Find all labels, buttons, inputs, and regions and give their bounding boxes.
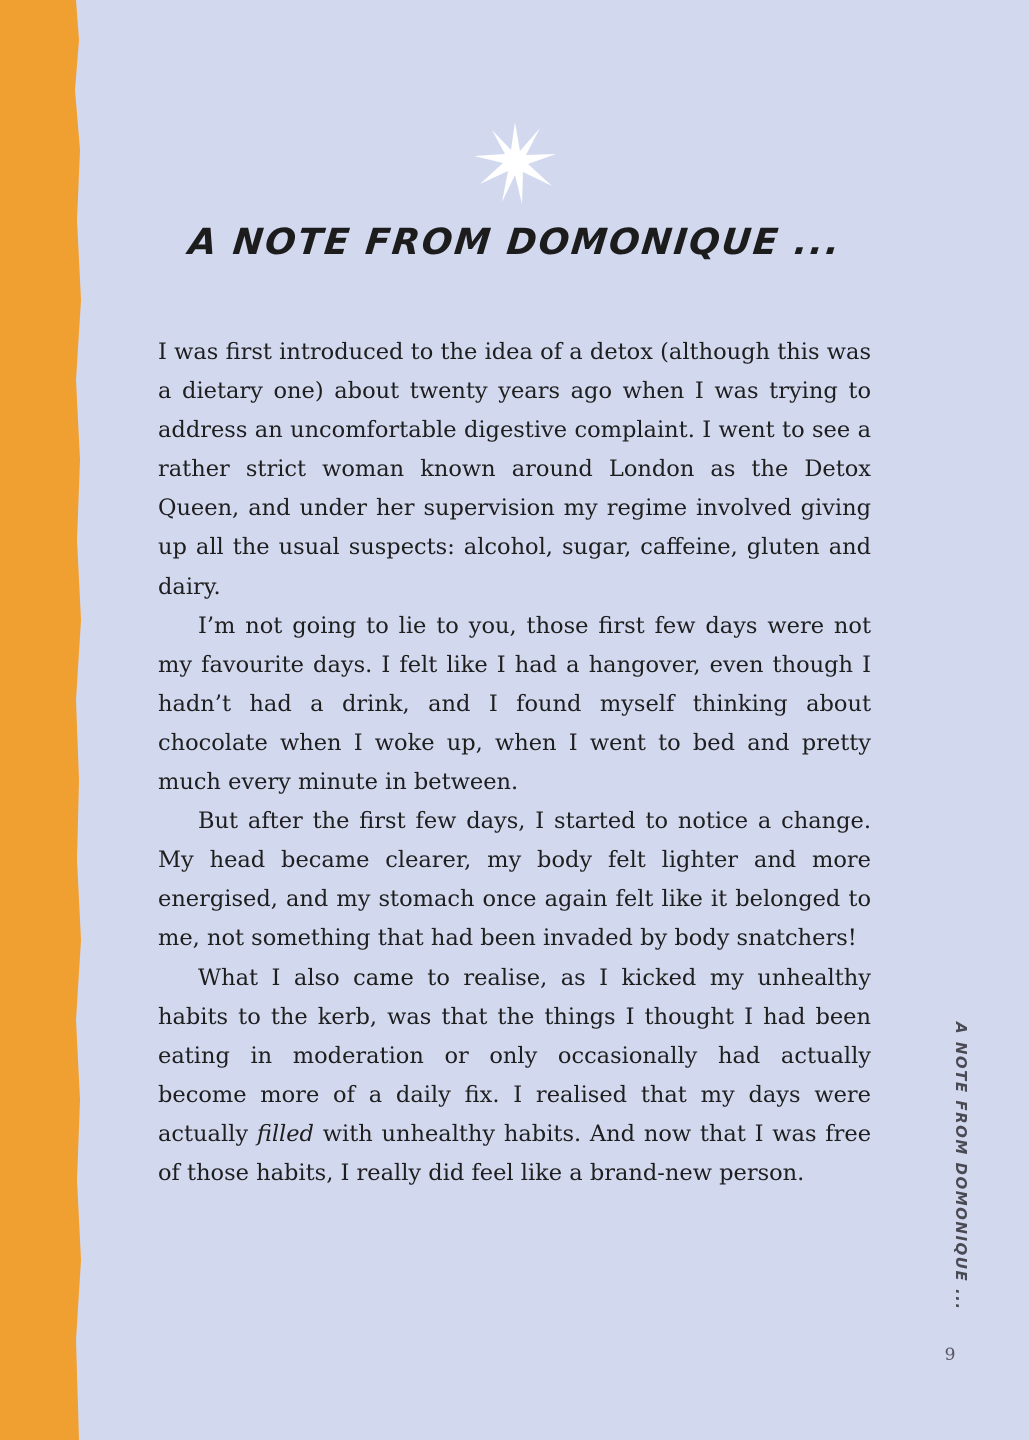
body-text <box>158 333 871 1193</box>
paragraph: But after the first few days, I started to notice a change. My head became clearer, my body felt lighter and more energised, and my stomach once again felt like it belonged to me, not something that had been invaded by body snatchers! <box>158 808 871 952</box>
paragraph-text: with unhealthy habits. And now that I was free of those habits, I really did feel like a brand-new person. <box>158 1120 872 1186</box>
page-title: A NOTE FROM DOMONIQUE ... <box>186 222 844 263</box>
paragraph <box>158 959 871 1194</box>
paragraph: I was first introduced to the idea of a detox (although this was a dietary one) about twenty years ago when I was trying to address an uncomfortable digestive complaint. I went to see a rather strict woman known around London as the Detox Queen, and under her supervision my regime involved giving up all the usual suspects: alcohol, sugar, caffeine, gluten and dairy. <box>158 339 871 600</box>
running-head: A NOTE FROM DOMONIQUE ... <box>952 1022 970 1311</box>
star-icon <box>470 118 560 208</box>
page-number: 9 <box>944 1345 956 1365</box>
paragraph-text: What I also came to realise, as I kicked my unhealthy habits to the kerb, was that the things I thought I had been eating in moderation or only occasionally had actually become more of a daily fix. I realised that my days were actually <box>158 964 871 1147</box>
paragraph: I’m not going to lie to you, those first few days were not my favourite days. I felt like I had a hangover, even though I hadn’t had a drink, and I found myself thinking about chocolate when I woke up, when I went to bed and pretty much every minute in between. <box>158 612 871 796</box>
orange-torn-strip <box>0 0 82 1440</box>
emphasis-text: filled <box>256 1120 314 1147</box>
